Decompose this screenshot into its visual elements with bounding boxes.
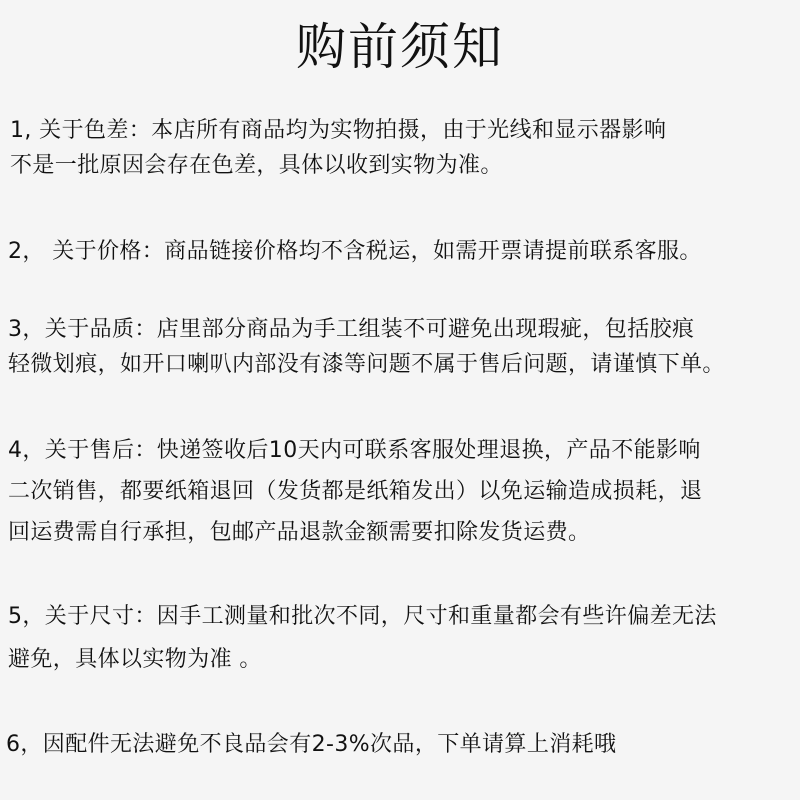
notice-line-quality-1: 3，关于品质：店里部分商品为手工组装不可避免出现瑕疵，包括胶痕	[8, 317, 695, 342]
notice-line-size-1: 5，关于尺寸：因手工测量和批次不同，尺寸和重量都会有些许偏差无法	[8, 604, 717, 629]
notice-line-after-sales-3: 回运费需自行承担，包邮产品退款金额需要扣除发货运费。	[8, 520, 591, 545]
notice-line-color-1: 1, 关于色差：本店所有商品均为实物拍摄，由于光线和显示器影响	[10, 118, 667, 143]
page-title: 购前须知	[296, 18, 504, 76]
notice-line-size-2: 避免，具体以实物为准 。	[8, 647, 262, 672]
notice-line-after-sales-1: 4，关于售后：快递签收后10天内可联系客服处理退换，产品不能影响	[8, 438, 701, 463]
notice-line-quality-2: 轻微划痕，如开口喇叭内部没有漆等问题不属于售后问题，请谨慎下单。	[8, 352, 725, 377]
notice-line-color-2: 不是一批原因会存在色差，具体以收到实物为准。	[10, 153, 503, 178]
notice-line-accessories: 6，因配件无法避免不良品会有2-3%次品，下单请算上消耗哦	[6, 732, 617, 757]
notice-line-price: 2， 关于价格：商品链接价格均不含税运，如需开票请提前联系客服。	[8, 239, 702, 264]
notice-line-after-sales-2: 二次销售，都要纸箱退回（发货都是纸箱发出）以免运输造成损耗，退	[8, 479, 703, 504]
